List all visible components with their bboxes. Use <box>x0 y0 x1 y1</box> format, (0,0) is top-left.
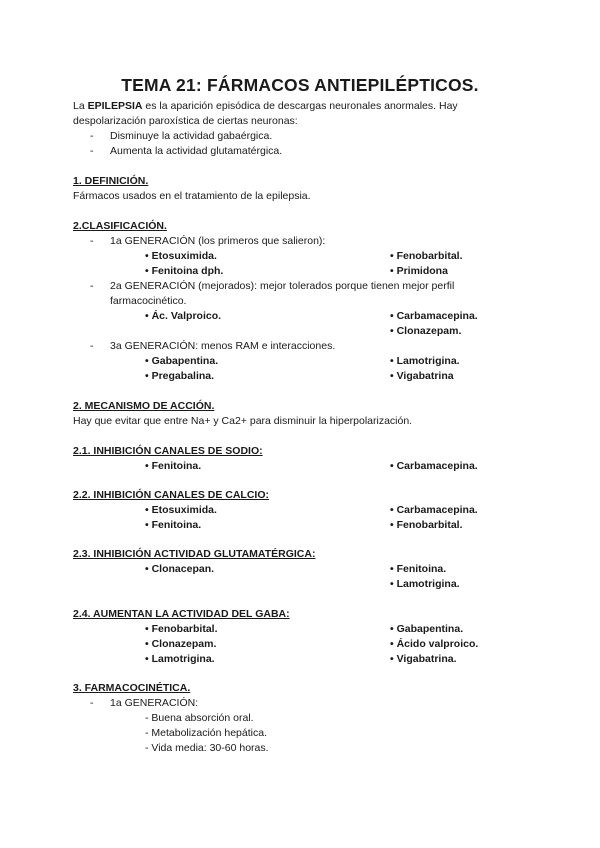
definition-text: Fármacos usados en el tratamiento de la epilepsia. <box>73 190 311 202</box>
generation-item: - 2a GENERACIÓN (mejorados): mejor tolerados porque tienen mejor perfil <box>90 280 455 292</box>
drug-item: • Clonazepam. <box>390 325 462 337</box>
drug-item: • Carbamacepina. <box>390 504 478 516</box>
section-heading: 1. DEFINICIÓN. <box>73 175 149 187</box>
drug-item: • Etosuximida. <box>145 250 217 262</box>
subsection-heading: 2.3. INHIBICIÓN ACTIVIDAD GLUTAMATÉRGICA: <box>73 548 316 560</box>
mechanism-text: Hay que evitar que entre Na+ y Ca2+ para disminuir la hiperpolarización. <box>73 415 413 427</box>
intro-line-1 <box>73 100 458 113</box>
intro-prefix: La <box>73 100 88 112</box>
generation-item: - 1a GENERACIÓN: <box>90 697 199 709</box>
drug-item: • Carbamacepina. <box>390 460 478 472</box>
generation-text-cont: farmacocinético. <box>110 295 187 307</box>
drug-item: • Fenitoina. <box>145 519 202 531</box>
intro-item-text: Aumenta la actividad glutamatérgica. <box>110 145 283 157</box>
subsection-heading: 2.4. AUMENTAN LA ACTIVIDAD DEL GABA: <box>73 608 290 620</box>
page-title: TEMA 21: FÁRMACOS ANTIEPILÉPTICOS. <box>121 75 479 95</box>
drug-item: • Lamotrigina. <box>390 578 460 590</box>
drug-item: • Ácido valproico. <box>390 638 479 650</box>
drug-item: • Vigabatrina. <box>390 653 457 665</box>
drug-item: • Gabapentina. <box>390 623 464 635</box>
drug-item: • Gabapentina. <box>145 355 219 367</box>
generation-item: - 1a GENERACIÓN (los primeros que salieron): <box>90 235 326 247</box>
drug-item: • Fenobarbital. <box>390 519 463 531</box>
drug-item: • Primidona <box>390 265 448 277</box>
drug-item: • Vigabatrina <box>390 370 454 382</box>
generation-text: 1a GENERACIÓN: <box>110 697 199 709</box>
drug-item: • Fenobarbital. <box>390 250 463 262</box>
intro-line-2: despolarización paroxística de ciertas neuronas: <box>73 115 298 127</box>
drug-item: • Fenitoina. <box>145 460 202 472</box>
intro-term: EPILEPSIA <box>87 100 143 112</box>
subsection-heading: 2.2. INHIBICIÓN CANALES DE CALCIO: <box>73 489 270 501</box>
drug-item: • Fenobarbital. <box>145 623 218 635</box>
generation-item: - 3a GENERACIÓN: menos RAM e interacciones. <box>90 340 336 352</box>
intro-item: - Aumenta la actividad glutamatérgica. <box>90 145 283 157</box>
section-heading: 3. FARMACOCINÉTICA. <box>73 682 191 694</box>
pk-item: - Metabolización hepática. <box>145 727 267 739</box>
pk-item: - Vida media: 30-60 horas. <box>145 742 269 754</box>
drug-item: • Carbamacepina. <box>390 310 478 322</box>
intro-item-text: Disminuye la actividad gabaérgica. <box>110 130 273 142</box>
section-heading: 2. MECANISMO DE ACCIÓN. <box>73 400 215 412</box>
intro-item: - Disminuye la actividad gabaérgica. <box>90 130 273 142</box>
subsection-heading: 2.1. INHIBICIÓN CANALES DE SODIO: <box>73 445 263 457</box>
section-heading: 2.CLASIFICACIÓN. <box>73 220 167 232</box>
drug-item: • Fenitoina dph. <box>145 265 224 277</box>
drug-item: • Clonazepam. <box>145 638 217 650</box>
drug-item: • Pregabalina. <box>145 370 215 382</box>
drug-item: • Lamotrigina. <box>145 653 215 665</box>
drug-item: • Lamotrigina. <box>390 355 460 367</box>
generation-text: 2a GENERACIÓN (mejorados): mejor tolerados porque tienen mejor perfil <box>110 280 455 292</box>
drug-item: • Ác. Valproico. <box>145 310 222 322</box>
pk-item: - Buena absorción oral. <box>145 712 254 724</box>
intro-rest: es la aparición episódica de descargas neuronales anormales. Hay <box>142 100 458 112</box>
drug-item: • Etosuximida. <box>145 504 217 516</box>
generation-text: 3a GENERACIÓN: menos RAM e interacciones. <box>110 340 336 352</box>
generation-text: 1a GENERACIÓN (los primeros que salieron): <box>110 235 326 247</box>
drug-item: • Clonacepan. <box>145 563 215 575</box>
drug-item: • Fenitoina. <box>390 563 447 575</box>
